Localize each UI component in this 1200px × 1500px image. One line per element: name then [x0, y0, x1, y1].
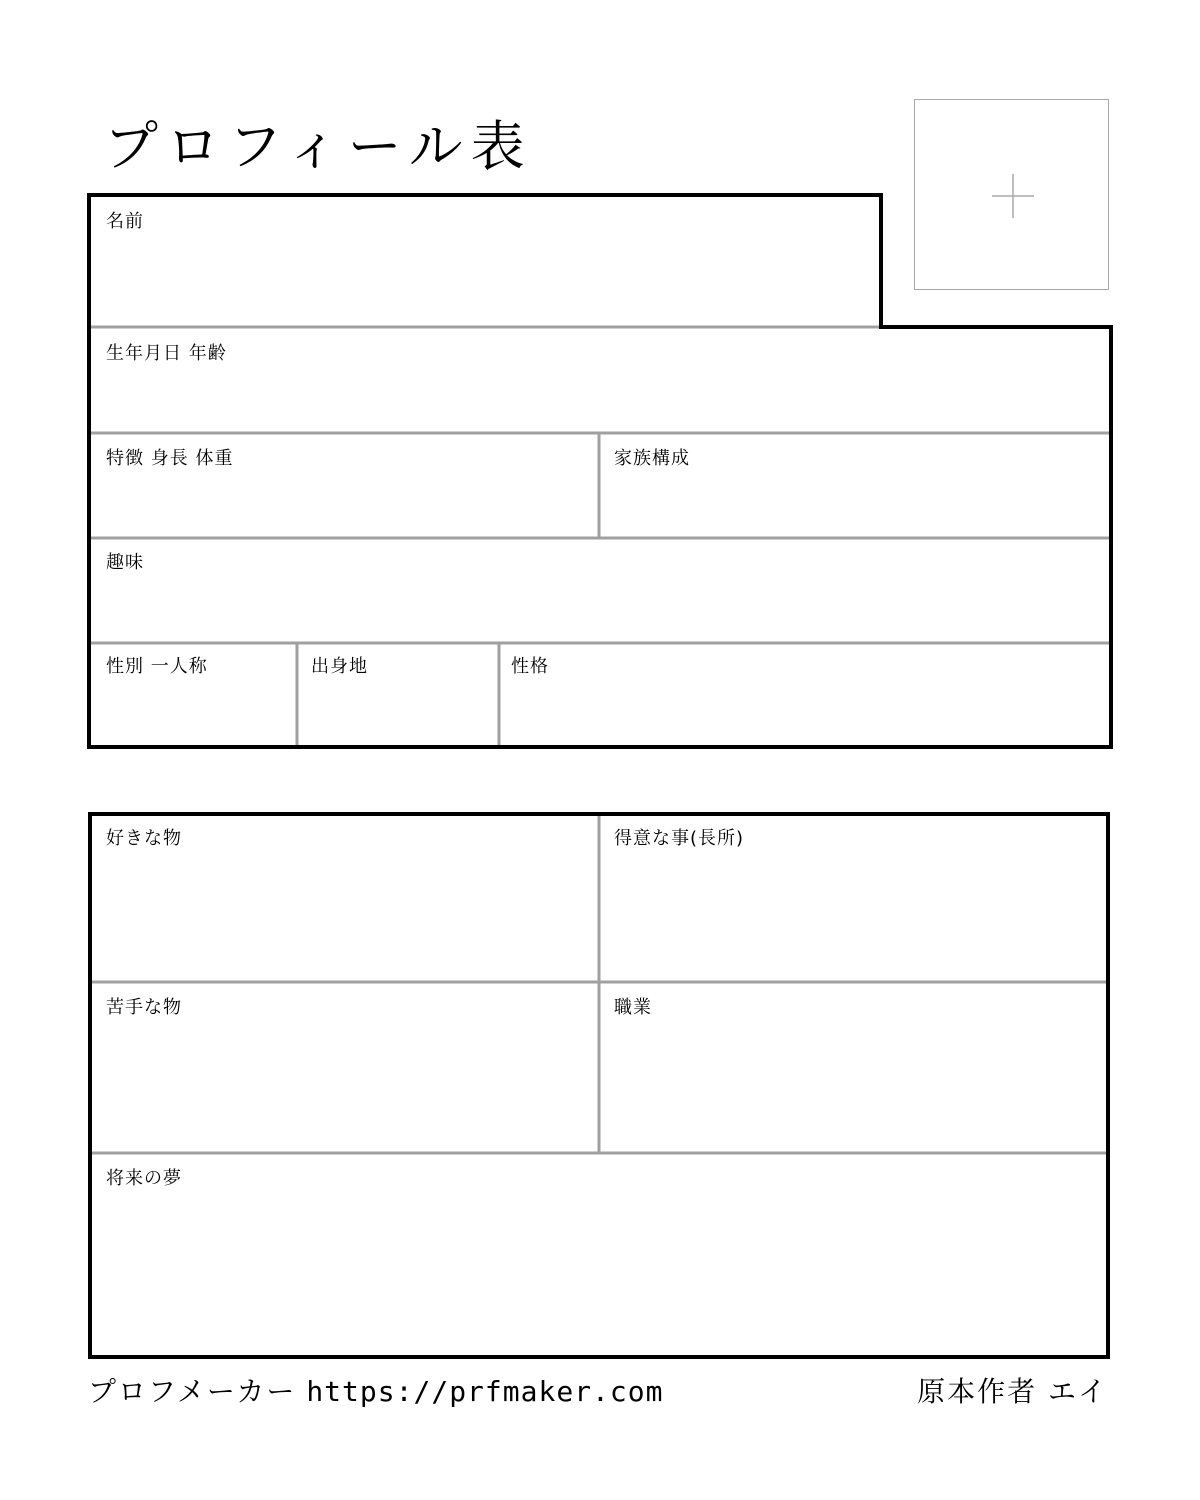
gender-pronoun-label: 性別 一人称 [106, 656, 208, 677]
birthplace-label: 出身地 [311, 656, 368, 677]
page-title: プロフィール表 [104, 115, 533, 178]
dislikes-label: 苦手な物 [106, 997, 182, 1018]
name-cell[interactable] [92, 198, 878, 325]
strengths-label: 得意な事(長所) [614, 828, 745, 849]
name-label: 名前 [106, 211, 144, 232]
occupation-label: 職業 [614, 997, 652, 1018]
hobby-label: 趣味 [106, 552, 144, 573]
features-label: 特徴 身長 体重 [106, 448, 234, 469]
dream-cell[interactable] [93, 1156, 1106, 1355]
occupation-cell[interactable] [601, 985, 1106, 1151]
personality-label: 性格 [511, 656, 549, 677]
birthday-age-label: 生年月日 年齢 [106, 343, 227, 364]
footer-maker: プロフメーカー [88, 1375, 297, 1408]
likes-label: 好きな物 [106, 828, 182, 849]
footer-author: 原本作者 エイ [917, 1375, 1108, 1408]
dream-label: 将来の夢 [106, 1168, 182, 1189]
family-label: 家族構成 [614, 448, 690, 469]
personality-cell[interactable] [501, 646, 1108, 745]
birthday-age-cell[interactable] [92, 330, 1108, 431]
hobby-cell[interactable] [92, 541, 1108, 641]
footer-credit [88, 1372, 663, 1412]
footer-url-link[interactable]: https://prfmaker.com [306, 1375, 664, 1408]
